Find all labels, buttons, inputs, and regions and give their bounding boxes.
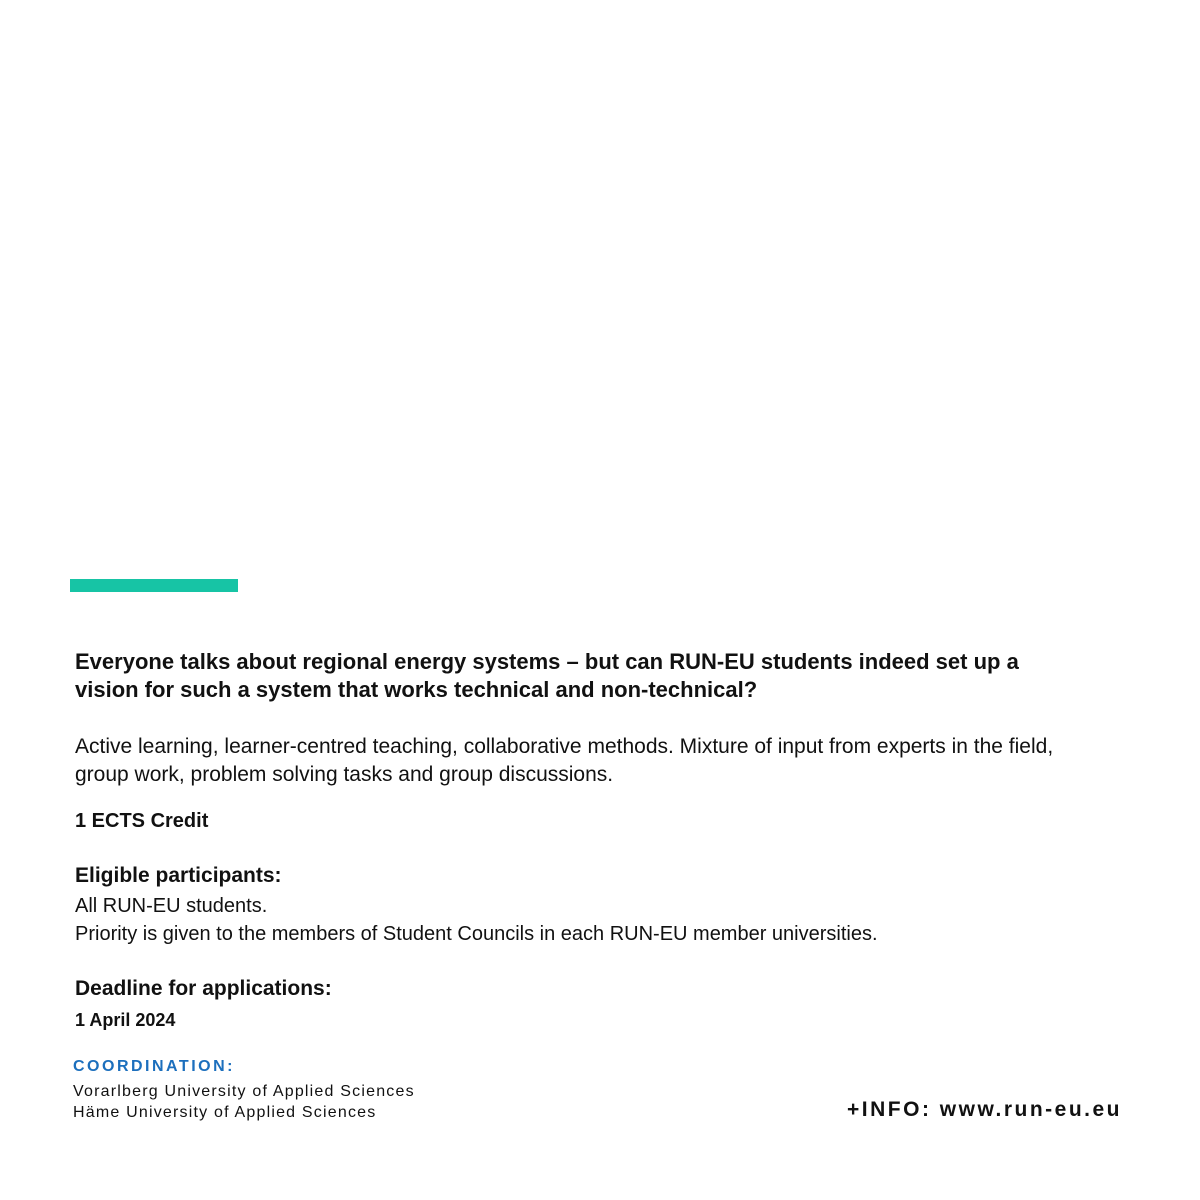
accent-bar: [70, 579, 238, 592]
coordination-heading: COORDINATION:: [73, 1058, 235, 1075]
deadline-heading: Deadline for applications:: [75, 977, 332, 1000]
coordinating-university: Häme University of Applied Sciences: [73, 1104, 377, 1121]
credit-label: 1 ECTS Credit: [75, 810, 209, 832]
eligibility-heading: Eligible participants:: [75, 864, 282, 887]
headline: Everyone talks about regional energy systems – but can RUN-EU students indeed set up a vision for such a system that works technical and non-technical?: [75, 649, 1019, 702]
coordinating-university: Vorarlberg University of Applied Sciences: [73, 1083, 415, 1100]
info-link[interactable]: +INFO: www.run-eu.eu: [847, 1098, 1122, 1121]
deadline-date: 1 April 2024: [75, 1010, 176, 1030]
description: Active learning, learner-centred teaching, collaborative methods. Mixture of input from experts in the field, group work, problem solving tasks and group discussions.: [75, 735, 1054, 786]
eligibility-priority: Priority is given to the members of Student Councils in each RUN-EU member universities.: [75, 923, 878, 945]
eligibility-line: All RUN-EU students.: [75, 895, 268, 917]
